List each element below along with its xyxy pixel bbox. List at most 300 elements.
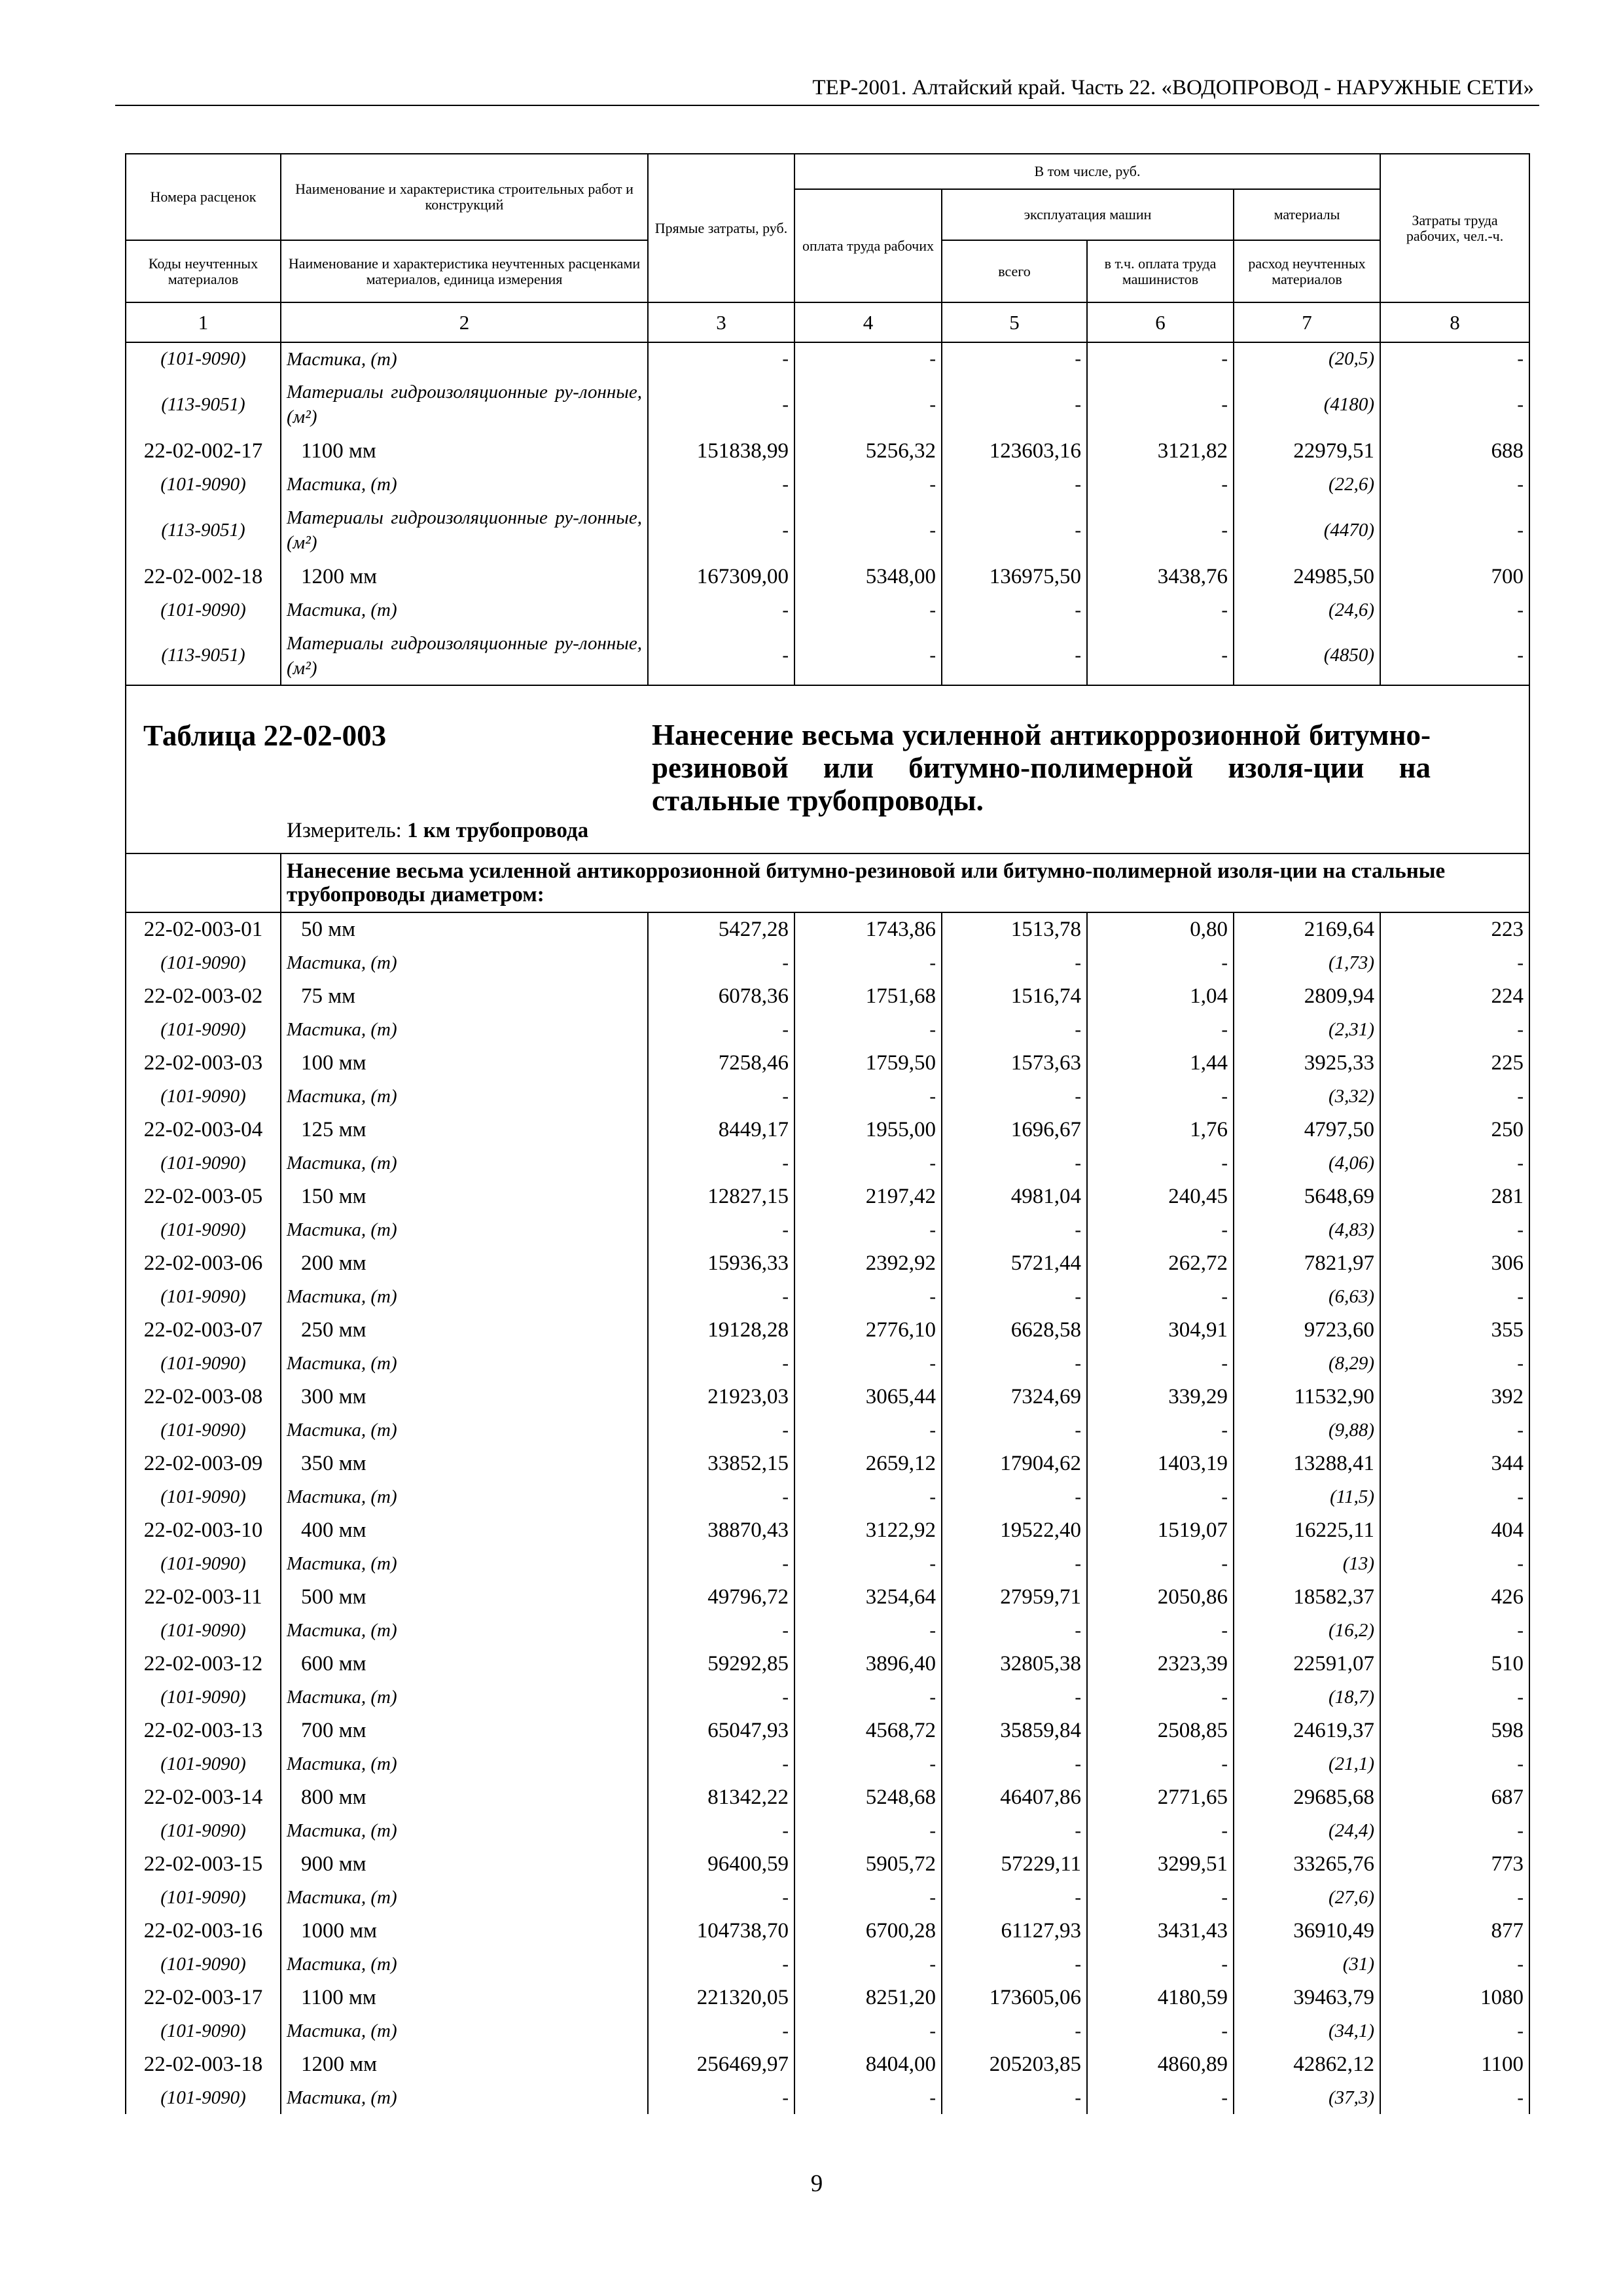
value-cell: 57229,11	[942, 1847, 1087, 1881]
value-cell: 1,04	[1087, 979, 1234, 1013]
rate-name	[281, 1513, 648, 1547]
rate-code: 22-02-003-16	[126, 1914, 281, 1948]
value-cell: 2197,42	[794, 1179, 942, 1213]
value-cell: 2659,12	[794, 1446, 942, 1480]
value-cell: -	[794, 594, 942, 626]
value-cell: 7324,69	[942, 1380, 1087, 1414]
value-cell: -	[648, 1213, 794, 1246]
material-code: (101-9090)	[126, 468, 281, 501]
rate-code: 22-02-003-12	[126, 1647, 281, 1681]
value-cell: 224	[1380, 979, 1529, 1013]
value-cell: -	[1087, 1814, 1234, 1847]
value-cell: -	[942, 1881, 1087, 1914]
material-code: (101-9090)	[126, 1213, 281, 1246]
material-code: (101-9090)	[126, 1414, 281, 1446]
rate-code: 22-02-003-18	[126, 2047, 281, 2081]
table-row	[126, 1347, 1529, 1380]
value-cell: 18582,37	[1234, 1580, 1380, 1614]
value-cell: 2169,64	[1234, 912, 1380, 946]
value-cell: -	[1087, 1280, 1234, 1313]
value-cell: 598	[1380, 1713, 1529, 1748]
value-cell: 167309,00	[648, 560, 794, 594]
table-row	[126, 1414, 1529, 1446]
value-cell: 205203,85	[942, 2047, 1087, 2081]
value-cell: -	[942, 1213, 1087, 1246]
value-cell: 221320,05	[648, 1981, 794, 2015]
value-cell: -	[648, 1748, 794, 1780]
rate-code: 22-02-003-02	[126, 979, 281, 1013]
value-cell: 33852,15	[648, 1446, 794, 1480]
material-name	[281, 468, 648, 501]
value-cell: 700	[1380, 560, 1529, 594]
table-row	[126, 1881, 1529, 1914]
value-cell: -	[794, 946, 942, 979]
table-row	[126, 1847, 1529, 1881]
value-cell: 1743,86	[794, 912, 942, 946]
value-cell: 65047,93	[648, 1713, 794, 1748]
table-row	[126, 434, 1529, 468]
value-cell: 6628,58	[942, 1313, 1087, 1347]
value-cell: 250	[1380, 1113, 1529, 1147]
col-head-kody: Коды неучтенных материалов	[126, 240, 281, 302]
value-cell: 306	[1380, 1246, 1529, 1280]
rate-code: 22-02-003-13	[126, 1713, 281, 1748]
value-cell: -	[1087, 1080, 1234, 1113]
row-name-text: Материалы гидроизоляционные ру-лонные, (м²)	[287, 507, 642, 553]
value-cell: -	[1087, 342, 1234, 375]
value-cell: -	[1087, 1147, 1234, 1179]
value-cell: -	[942, 1614, 1087, 1647]
material-code: (101-9090)	[126, 594, 281, 626]
value-cell: 223	[1380, 912, 1529, 946]
value-cell: -	[1087, 1347, 1234, 1380]
material-code: (101-9090)	[126, 1280, 281, 1313]
material-code: (101-9090)	[126, 1614, 281, 1647]
value-cell: -	[1087, 1748, 1234, 1780]
table-row	[126, 560, 1529, 594]
rate-name	[281, 1113, 648, 1147]
value-cell: 3121,82	[1087, 434, 1234, 468]
value-cell: 12827,15	[648, 1179, 794, 1213]
table-row	[126, 1580, 1529, 1614]
rate-name	[281, 1981, 648, 2015]
table-row	[126, 375, 1529, 434]
material-code: (101-9090)	[126, 1147, 281, 1179]
value-cell: (34,1)	[1234, 2015, 1380, 2047]
table-row	[126, 342, 1529, 375]
value-cell: -	[794, 1814, 942, 1847]
rate-name	[281, 1380, 648, 1414]
col-head-v-tom-chisle: В том числе, руб.	[794, 154, 1380, 189]
material-name	[281, 626, 648, 685]
material-code: (113-9051)	[126, 626, 281, 685]
value-cell: -	[942, 1948, 1087, 1981]
rate-code: 22-02-003-08	[126, 1380, 281, 1414]
value-cell: 21923,03	[648, 1380, 794, 1414]
value-cell: -	[1380, 1280, 1529, 1313]
row-name-text: 1100 мм	[301, 439, 376, 463]
value-cell: -	[942, 1414, 1087, 1446]
table-row	[126, 1914, 1529, 1948]
material-name	[281, 375, 648, 434]
value-cell: 33265,76	[1234, 1847, 1380, 1881]
col-num: 4	[794, 302, 942, 342]
value-cell: -	[1380, 1814, 1529, 1847]
value-cell: 3431,43	[1087, 1914, 1234, 1948]
value-cell: -	[794, 468, 942, 501]
value-cell: 36910,49	[1234, 1914, 1380, 1948]
value-cell: 3122,92	[794, 1513, 942, 1547]
value-cell: -	[1087, 501, 1234, 560]
col-head-pryamye: Прямые затраты, руб.	[648, 154, 794, 302]
value-cell: 1573,63	[942, 1046, 1087, 1080]
value-cell: 4981,04	[942, 1179, 1087, 1213]
value-cell: -	[1380, 468, 1529, 501]
value-cell: 4797,50	[1234, 1113, 1380, 1147]
value-cell: 6078,36	[648, 979, 794, 1013]
rate-code: 22-02-003-01	[126, 912, 281, 946]
material-name: Мастика, (т)	[281, 1748, 648, 1780]
value-cell: -	[942, 594, 1087, 626]
value-cell: -	[648, 1013, 794, 1046]
material-name: Мастика, (т)	[281, 1814, 648, 1847]
col-head-naimen-mat: Наименование и характеристика неучтенных расценками материалов, единица измерения	[281, 240, 648, 302]
value-cell: -	[648, 1480, 794, 1513]
value-cell: -	[1087, 2015, 1234, 2047]
table-row	[126, 1147, 1529, 1179]
value-cell: -	[1380, 1614, 1529, 1647]
col-num: 5	[942, 302, 1087, 342]
value-cell: 16225,11	[1234, 1513, 1380, 1547]
value-cell: -	[1087, 626, 1234, 685]
value-cell: 0,80	[1087, 912, 1234, 946]
value-cell: 5905,72	[794, 1847, 942, 1881]
table-row	[126, 1981, 1529, 2015]
table-row	[126, 1513, 1529, 1547]
value-cell: -	[1087, 1681, 1234, 1713]
material-name: Мастика, (т)	[281, 946, 648, 979]
value-cell: 59292,85	[648, 1647, 794, 1681]
value-cell: 1403,19	[1087, 1446, 1234, 1480]
value-cell: 2771,65	[1087, 1780, 1234, 1814]
value-cell: 3299,51	[1087, 1847, 1234, 1881]
value-cell: -	[942, 1547, 1087, 1580]
material-code: (101-9090)	[126, 1881, 281, 1914]
table-row	[126, 1080, 1529, 1113]
value-cell: -	[942, 2081, 1087, 2114]
material-code: (101-9090)	[126, 2015, 281, 2047]
value-cell: 3925,33	[1234, 1046, 1380, 1080]
table-row	[126, 626, 1529, 685]
value-cell: -	[648, 1948, 794, 1981]
row-name-text: 200 мм	[301, 1251, 366, 1275]
subheading-row	[126, 853, 1529, 912]
material-name: Мастика, (т)	[281, 1480, 648, 1513]
value-cell: -	[1380, 1080, 1529, 1113]
row-name-text: 400 мм	[301, 1518, 366, 1542]
value-cell: 1759,50	[794, 1046, 942, 1080]
header-title: ТЕР-2001. Алтайский край. Часть 22. «ВОДОПРОВОД - НАРУЖНЫЕ СЕТИ»	[812, 76, 1534, 99]
material-name: Мастика, (т)	[281, 1213, 648, 1246]
value-cell: 773	[1380, 1847, 1529, 1881]
row-name-text: 100 мм	[301, 1050, 366, 1075]
table-row	[126, 2015, 1529, 2047]
value-cell: (9,88)	[1234, 1414, 1380, 1446]
col-head-zatraty: Затраты труда рабочих, чел.-ч.	[1380, 154, 1529, 302]
table-row	[126, 1647, 1529, 1681]
value-cell: 13288,41	[1234, 1446, 1380, 1480]
row-name-text: 500 мм	[301, 1585, 366, 1609]
value-cell: 687	[1380, 1780, 1529, 1814]
value-cell: 4860,89	[1087, 2047, 1234, 2081]
rate-code: 22-02-003-17	[126, 1981, 281, 2015]
material-code: (101-9090)	[126, 1814, 281, 1847]
rate-name	[281, 434, 648, 468]
rate-code: 22-02-003-10	[126, 1513, 281, 1547]
value-cell: -	[794, 1414, 942, 1446]
value-cell: 3896,40	[794, 1647, 942, 1681]
value-cell: 3438,76	[1087, 560, 1234, 594]
col-head-naimen: Наименование и характеристика строительных работ и конструкций	[281, 154, 648, 240]
value-cell: -	[648, 342, 794, 375]
value-cell: 2508,85	[1087, 1713, 1234, 1748]
table-measure	[287, 819, 588, 843]
col-head-ekspl: эксплуатация машин	[942, 189, 1234, 240]
value-cell: (27,6)	[1234, 1881, 1380, 1914]
value-cell: 49796,72	[648, 1580, 794, 1614]
value-cell: -	[648, 1881, 794, 1914]
value-cell: 225	[1380, 1046, 1529, 1080]
row-name-text: 150 мм	[301, 1184, 366, 1208]
value-cell: -	[1380, 594, 1529, 626]
col-num: 7	[1234, 302, 1380, 342]
value-cell: -	[1087, 946, 1234, 979]
row-name-text: 1100 мм	[301, 1985, 376, 2009]
material-name: Мастика, (т)	[281, 1080, 648, 1113]
value-cell: (24,6)	[1234, 594, 1380, 626]
value-cell: -	[648, 468, 794, 501]
row-name-text: 1000 мм	[301, 1918, 378, 1943]
row-name-text: 50 мм	[301, 918, 356, 941]
column-numbers-row	[126, 302, 1529, 342]
value-cell: -	[1380, 1147, 1529, 1179]
rate-name	[281, 1179, 648, 1213]
table-row	[126, 1948, 1529, 1981]
value-cell: -	[794, 1614, 942, 1647]
rate-code: 22-02-003-07	[126, 1313, 281, 1347]
material-code: (101-9090)	[126, 1013, 281, 1046]
value-cell: 3254,64	[794, 1580, 942, 1614]
col-num: 8	[1380, 302, 1529, 342]
row-name-text: 125 мм	[301, 1117, 366, 1141]
value-cell: 2776,10	[794, 1313, 942, 1347]
value-cell: 344	[1380, 1446, 1529, 1480]
value-cell: -	[648, 2015, 794, 2047]
value-cell: -	[794, 1480, 942, 1513]
value-cell: -	[1380, 1213, 1529, 1246]
value-cell: -	[1380, 1013, 1529, 1046]
value-cell: -	[648, 1547, 794, 1580]
value-cell: (3,32)	[1234, 1080, 1380, 1113]
value-cell: -	[648, 1147, 794, 1179]
table-row	[126, 1013, 1529, 1046]
rate-code: 22-02-003-11	[126, 1580, 281, 1614]
table-row	[126, 1713, 1529, 1748]
value-cell: -	[1087, 2081, 1234, 2114]
value-cell: -	[942, 1080, 1087, 1113]
value-cell: 304,91	[1087, 1313, 1234, 1347]
row-name-text: 1200 мм	[301, 564, 378, 588]
value-cell: 3065,44	[794, 1380, 942, 1414]
value-cell: 510	[1380, 1647, 1529, 1681]
table-row	[126, 1280, 1529, 1313]
material-name: Мастика, (т)	[281, 1681, 648, 1713]
value-cell: 24985,50	[1234, 560, 1380, 594]
value-cell: 11532,90	[1234, 1380, 1380, 1414]
value-cell: -	[1087, 468, 1234, 501]
value-cell: 1955,00	[794, 1113, 942, 1147]
table-row	[126, 2047, 1529, 2081]
value-cell: 5248,68	[794, 1780, 942, 1814]
value-cell: -	[794, 626, 942, 685]
table-row	[126, 1614, 1529, 1647]
value-cell: -	[648, 1614, 794, 1647]
value-cell: 281	[1380, 1179, 1529, 1213]
value-cell: (8,29)	[1234, 1347, 1380, 1380]
value-cell: -	[648, 946, 794, 979]
value-cell: 1,76	[1087, 1113, 1234, 1147]
table-row	[126, 1313, 1529, 1347]
value-cell: 404	[1380, 1513, 1529, 1547]
value-cell: -	[648, 626, 794, 685]
value-cell: -	[942, 468, 1087, 501]
value-cell: 6700,28	[794, 1914, 942, 1948]
rates-table	[125, 153, 1530, 2114]
rate-name	[281, 912, 648, 946]
row-name-text: 300 мм	[301, 1384, 366, 1408]
table-row	[126, 1246, 1529, 1280]
value-cell: 1,44	[1087, 1046, 1234, 1080]
rate-name	[281, 1313, 648, 1347]
value-cell: -	[1087, 594, 1234, 626]
row-name-text: 900 мм	[301, 1852, 366, 1876]
row-name-text: 1200 мм	[301, 2052, 378, 2076]
value-cell: 688	[1380, 434, 1529, 468]
rate-code: 22-02-003-09	[126, 1446, 281, 1480]
value-cell: 2050,86	[1087, 1580, 1234, 1614]
table-row	[126, 501, 1529, 560]
table-row	[126, 2081, 1529, 2114]
value-cell: (1,73)	[1234, 946, 1380, 979]
value-cell: -	[942, 1347, 1087, 1380]
page-header	[115, 75, 1539, 106]
value-cell: 27959,71	[942, 1580, 1087, 1614]
value-cell: 22979,51	[1234, 434, 1380, 468]
value-cell: -	[794, 1213, 942, 1246]
material-code: (101-9090)	[126, 1080, 281, 1113]
value-cell: (21,1)	[1234, 1748, 1380, 1780]
row-name-text: 600 мм	[301, 1651, 366, 1676]
table-row	[126, 1113, 1529, 1147]
col-num: 2	[281, 302, 648, 342]
rate-name	[281, 1914, 648, 1948]
value-cell: 46407,86	[942, 1780, 1087, 1814]
value-cell: 5348,00	[794, 560, 942, 594]
value-cell: 8404,00	[794, 2047, 942, 2081]
value-cell: (11,5)	[1234, 1480, 1380, 1513]
value-cell: (4850)	[1234, 626, 1380, 685]
row-name-text: 800 мм	[301, 1785, 366, 1809]
material-name: Мастика, (т)	[281, 1347, 648, 1380]
value-cell: (20,5)	[1234, 342, 1380, 375]
value-cell: -	[1087, 1547, 1234, 1580]
material-name: Мастика, (т)	[281, 1881, 648, 1914]
value-cell: -	[794, 1347, 942, 1380]
rate-name	[281, 1647, 648, 1681]
col-head-raskhod: расход неучтенных материалов	[1234, 240, 1380, 302]
table-row	[126, 1179, 1529, 1213]
rate-name	[281, 979, 648, 1013]
value-cell: (4180)	[1234, 375, 1380, 434]
value-cell: 1751,68	[794, 979, 942, 1013]
value-cell: -	[942, 1280, 1087, 1313]
value-cell: -	[794, 1681, 942, 1713]
value-cell: -	[648, 1280, 794, 1313]
value-cell: 104738,70	[648, 1914, 794, 1948]
value-cell: -	[1087, 1480, 1234, 1513]
value-cell: -	[794, 1147, 942, 1179]
value-cell: -	[1087, 1614, 1234, 1647]
value-cell: (2,31)	[1234, 1013, 1380, 1046]
value-cell: 29685,68	[1234, 1780, 1380, 1814]
value-cell: 5721,44	[942, 1246, 1087, 1280]
value-cell: 123603,16	[942, 434, 1087, 468]
value-cell: -	[1087, 1881, 1234, 1914]
value-cell: (4,83)	[1234, 1213, 1380, 1246]
value-cell: -	[1380, 1681, 1529, 1713]
value-cell: -	[1380, 1347, 1529, 1380]
value-cell: -	[1380, 1414, 1529, 1446]
value-cell: 39463,79	[1234, 1981, 1380, 2015]
value-cell: 5427,28	[648, 912, 794, 946]
value-cell: -	[942, 2015, 1087, 2047]
value-cell: 96400,59	[648, 1847, 794, 1881]
value-cell: -	[794, 501, 942, 560]
rate-name	[281, 1246, 648, 1280]
value-cell: 151838,99	[648, 434, 794, 468]
value-cell: -	[794, 2015, 942, 2047]
table-row	[126, 1046, 1529, 1080]
material-name: Мастика, (т)	[281, 1614, 648, 1647]
row-name-text: Мастика, (т)	[287, 600, 397, 620]
value-cell: -	[648, 594, 794, 626]
measure-label: Измеритель:	[287, 819, 402, 842]
value-cell: 1100	[1380, 2047, 1529, 2081]
rate-name	[281, 2047, 648, 2081]
measure-value: 1 км трубопровода	[407, 819, 589, 842]
value-cell: -	[794, 1881, 942, 1914]
rate-name	[281, 1580, 648, 1614]
value-cell: -	[942, 1480, 1087, 1513]
table-row	[126, 979, 1529, 1013]
value-cell: -	[794, 342, 942, 375]
material-name: Мастика, (т)	[281, 1280, 648, 1313]
page-number: 9	[810, 2170, 823, 2197]
empty-cell	[126, 853, 281, 912]
material-code: (101-9090)	[126, 1347, 281, 1380]
value-cell: 24619,37	[1234, 1713, 1380, 1748]
table-row	[126, 1780, 1529, 1814]
